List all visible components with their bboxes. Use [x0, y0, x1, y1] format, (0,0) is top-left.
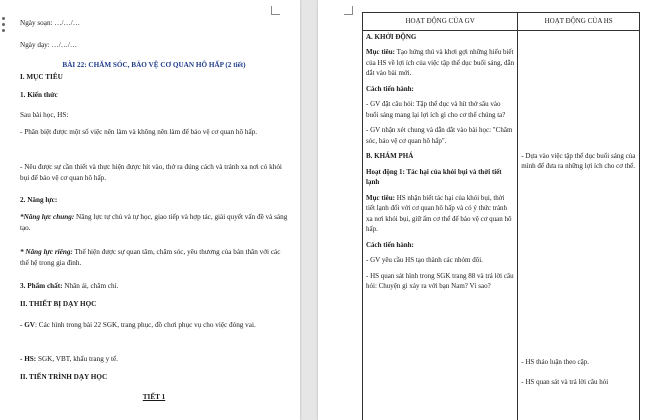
part-a-title: A. KHỞI ĐỘNG	[366, 32, 417, 41]
table-row	[363, 30, 640, 420]
competence-specific	[20, 247, 288, 269]
activity-1-title: Hoạt động 1: Tác hại của khói bụi và thời tiết lạnh	[366, 167, 502, 186]
part-a-teacher-step-1: - GV đặt câu hỏi: Tập thể dục và hít thở sâu vào buổi sáng mang lại lợi ích gì cho cơ thể chúng ta?	[366, 100, 506, 119]
equipment-student-text: SGK, VBT, khẩu trang y tế.	[36, 355, 118, 363]
date-compose: Ngày soạn: …/…/…	[20, 19, 80, 27]
equipment-student	[20, 354, 288, 365]
margin-corner-mark	[344, 6, 353, 15]
part-a-teacher-step-2: - GV nhận xét chung và dẫn dắt vào bài học: "Chăm sóc, bảo vệ cơ quan hô hấp".	[366, 126, 513, 145]
knowledge-item-2: - Nêu được sự cần thiết và thực hiện được hít vào, thở ra đúng cách và tránh xa nơi có khói bụi để bảo vệ cơ quan hô hấp.	[20, 163, 282, 182]
competence-specific-label: * Năng lực riêng:	[20, 248, 73, 256]
competence-general-label: *Năng lực chung:	[20, 213, 75, 221]
heading-knowledge: 1. Kiến thức	[20, 91, 58, 99]
part-b-title: B. KHÁM PHÁ	[366, 152, 414, 160]
table-header-row	[363, 13, 640, 31]
student-cell	[518, 30, 640, 420]
part-b-procedure: Cách tiến hành:	[366, 240, 414, 249]
lesson-title: BÀI 22: CHĂM SÓC, BẢO VỆ CƠ QUAN HÔ HẤP (2 tiết)	[62, 61, 246, 69]
part-b-student-step-1: - HS thảo luận theo cặp.	[521, 357, 589, 366]
part-b-student-step-2: - HS quan sát và trả lời câu hỏi	[521, 377, 609, 386]
part-a-procedure: Cách tiến hành:	[366, 84, 414, 93]
document-page-left	[0, 0, 300, 420]
part-b-teacher-step-1: - GV yêu cầu HS tạo thành các nhóm đôi.	[366, 256, 483, 264]
teacher-cell	[363, 30, 518, 420]
part-a-student-step-1: - Dựa vào việc tập thể dục buổi sáng của mình để đưa ra những lợi ích cho cơ thể.	[521, 151, 636, 170]
part-b-teacher-step-2: - HS quan sát hình trong SGK trang 88 và trả lời câu hỏi: Chuyện gì xảy ra với bạn Nam? Vì sao?	[366, 271, 514, 290]
competence-general-text: Năng lực tự chủ và tự học, giao tiếp và hợp tác, giải quyết vấn đề và sáng tạo.	[20, 213, 288, 232]
knowledge-item-1: - Phân biệt được một số việc nên làm và không nên làm để bảo vệ cơ quan hô hấp.	[20, 128, 258, 136]
equipment-student-label: - HS:	[20, 355, 37, 363]
quality-label: 3. Phẩm chất:	[20, 282, 63, 290]
part-b-goal	[366, 193, 514, 235]
heading-competence: 2. Năng lực:	[20, 196, 58, 204]
date-teach: Ngày dạy: …/…/…	[20, 41, 78, 49]
document-page-right	[318, 0, 650, 420]
lesson-activity-table	[362, 12, 640, 420]
competence-specific-text: Thể hiện được sự quan tâm, chăm sóc, yêu thương của bản thân với các thế hệ trong gia đình.	[20, 248, 281, 267]
equipment-teacher	[20, 320, 288, 331]
quality-text: Nhân ái, chăm chỉ.	[62, 282, 119, 290]
part-a-goal	[366, 47, 514, 79]
goal-text: Tạo hứng thú và khơi gợi những hiểu biết của HS về lợi ích của việc tập thể dục buổi sáng, dẫn dắt vào bài mới.	[366, 48, 515, 77]
after-lesson-text: Sau bài học, HS:	[20, 111, 69, 119]
header-teacher-activity: HOẠT ĐỘNG CỦA GV	[363, 13, 518, 31]
goal-label: Mục tiêu:	[366, 48, 395, 56]
drag-handle-icon[interactable]	[2, 17, 8, 35]
equipment-teacher-text: : Các hình trong bài 22 SGK, trang phục, đồ chơi phục vụ cho việc đóng vai.	[34, 321, 256, 329]
goal-label: Mục tiêu:	[366, 193, 395, 202]
competence-general	[20, 212, 288, 234]
header-student-activity: HOẠT ĐỘNG CỦA HS	[518, 13, 640, 31]
section-equipment: II. THIẾT BỊ DẠY HỌC	[20, 300, 97, 308]
section-process: II. TIẾN TRÌNH DẠY HỌC	[20, 373, 108, 381]
margin-corner-mark	[271, 6, 280, 15]
period-1-heading: TIẾT 1	[142, 393, 166, 401]
equipment-teacher-label: - GV	[20, 321, 35, 329]
section-objectives: I. MỤC TIÊU	[20, 73, 63, 81]
quality-line	[20, 281, 288, 292]
goal-text: HS nhận biết tác hại của khói bụi, thời tiết lạnh đối với cơ quan hô hấp và có ý thức tránh xa nơi khói bụi, giữ ấm cơ thể để bảo vệ cơ quan hô hấp.	[366, 193, 512, 233]
